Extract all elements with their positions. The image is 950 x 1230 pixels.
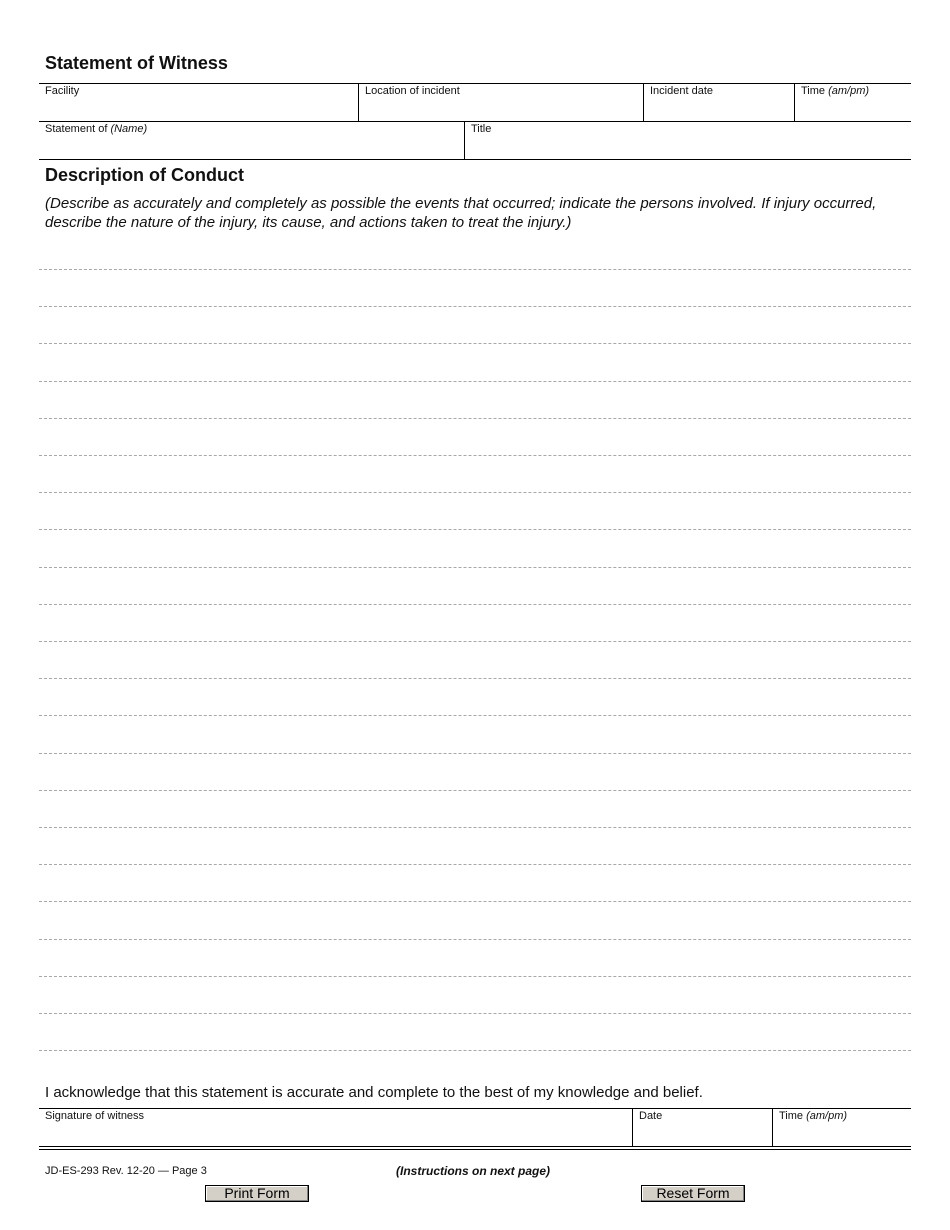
writing-line — [39, 567, 911, 568]
form-title: Statement of Witness — [45, 53, 228, 73]
signature-row — [39, 1108, 911, 1147]
writing-line — [39, 1050, 911, 1051]
witness-info-row — [39, 121, 911, 160]
acknowledgement-text: I acknowledge that this statement is accurate and complete to the best of my knowledge and belief. — [45, 1084, 703, 1101]
writing-line — [39, 418, 911, 419]
signature-time-field[interactable] — [772, 1109, 911, 1147]
writing-line — [39, 1013, 911, 1014]
writing-line — [39, 715, 911, 716]
form-id: JD-ES-293 Rev. 12-20 — Page 3 — [45, 1165, 207, 1177]
location-field[interactable] — [358, 84, 643, 122]
writing-line — [39, 381, 911, 382]
incident-date-field[interactable] — [643, 84, 794, 122]
signature-date-input[interactable] — [639, 1124, 768, 1144]
location-label: Location of incident — [365, 85, 460, 97]
statement-of-input[interactable] — [45, 136, 460, 156]
incident-date-input[interactable] — [650, 99, 790, 119]
double-rule — [39, 1146, 911, 1150]
writing-line — [39, 790, 911, 791]
facility-label: Facility — [45, 85, 80, 97]
signature-label: Signature of witness — [45, 1110, 145, 1122]
signature-field[interactable] — [39, 1109, 632, 1147]
title-input[interactable] — [471, 136, 907, 156]
location-input[interactable] — [365, 99, 639, 119]
writing-line — [39, 529, 911, 530]
reset-form-button[interactable]: Reset Form — [641, 1185, 745, 1202]
statement-of-field[interactable] — [39, 122, 464, 159]
incident-date-label: Incident date — [650, 85, 713, 97]
title-field[interactable] — [464, 122, 911, 159]
writing-line — [39, 455, 911, 456]
signature-time-label: Time (am/pm) — [779, 1110, 848, 1122]
writing-line — [39, 976, 911, 977]
signature-date-field[interactable] — [632, 1109, 772, 1147]
facility-field[interactable] — [39, 84, 358, 122]
writing-line — [39, 827, 911, 828]
writing-line — [39, 678, 911, 679]
conduct-instructions: (Describe as accurately and completely as possible the events that occurred; indicate the persons involved. If injury occurred, describe the nature of the injury, its cause, and actions taken to treat the injury.) — [45, 195, 877, 231]
writing-line — [39, 604, 911, 605]
incident-time-input[interactable] — [801, 99, 907, 119]
title-label: Title — [471, 123, 492, 135]
writing-line — [39, 343, 911, 344]
facility-input[interactable] — [45, 99, 354, 119]
writing-line — [39, 901, 911, 902]
writing-line — [39, 864, 911, 865]
statement-of-label: Statement of (Name) — [45, 123, 148, 135]
writing-line — [39, 492, 911, 493]
instructions-note: (Instructions on next page) — [396, 1164, 551, 1178]
print-form-button[interactable]: Print Form — [205, 1185, 309, 1202]
incident-time-label: Time (am/pm) — [801, 85, 870, 97]
signature-date-label: Date — [639, 1110, 663, 1122]
writing-line — [39, 306, 911, 307]
incident-info-row — [39, 83, 911, 122]
conduct-heading: Description of Conduct — [45, 165, 244, 185]
writing-line — [39, 269, 911, 270]
writing-line — [39, 939, 911, 940]
writing-line — [39, 641, 911, 642]
signature-input[interactable] — [45, 1124, 628, 1144]
incident-time-field[interactable] — [794, 84, 911, 122]
writing-line — [39, 753, 911, 754]
signature-time-input[interactable] — [779, 1124, 907, 1144]
